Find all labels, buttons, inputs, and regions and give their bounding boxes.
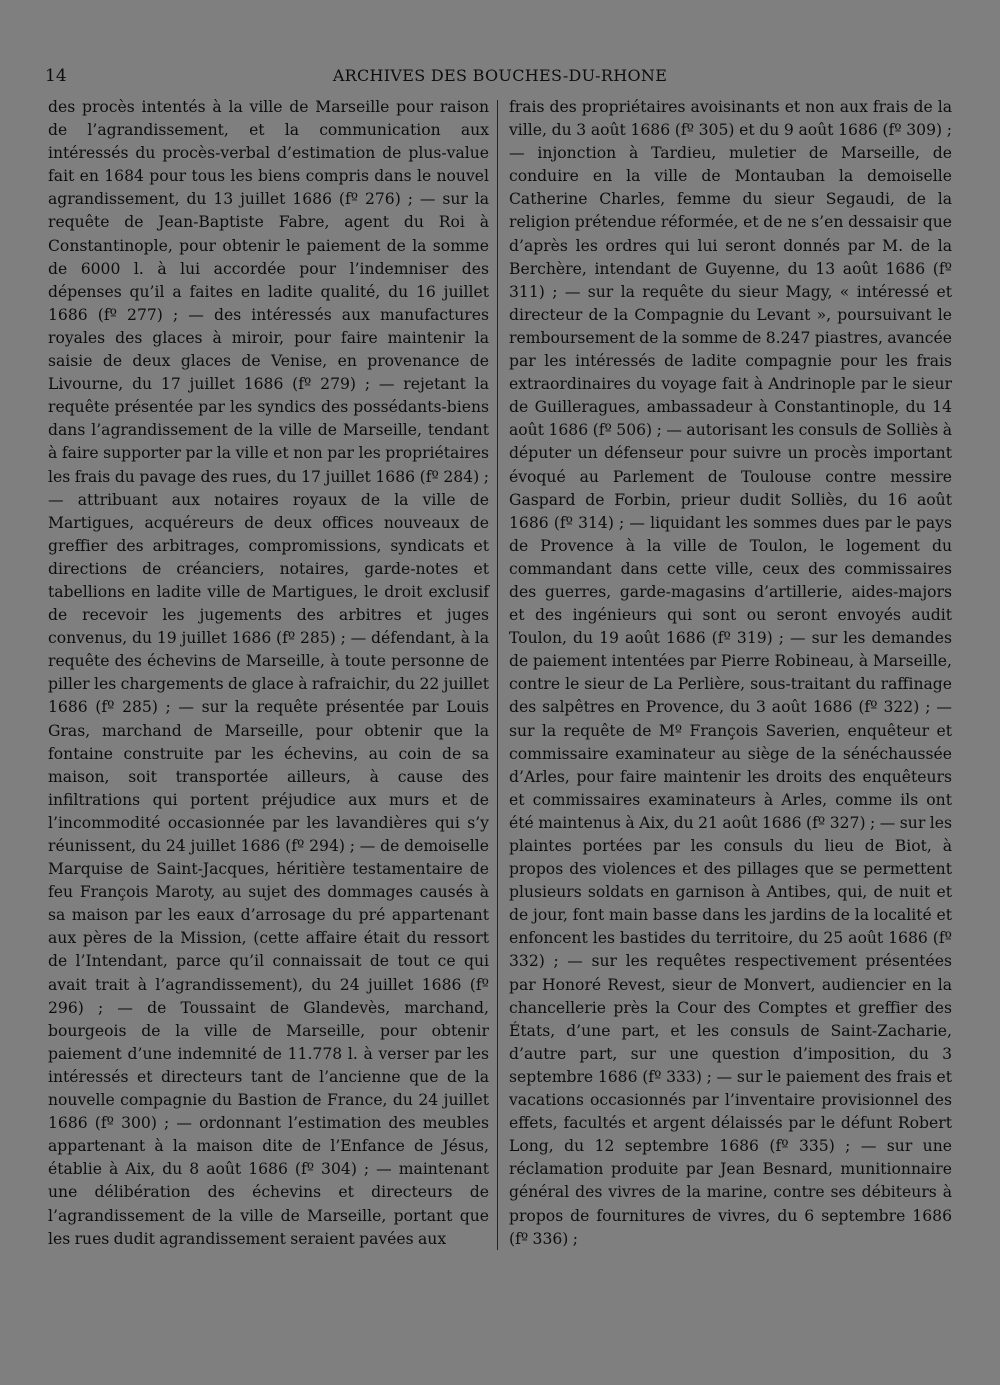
running-head: ARCHIVES DES BOUCHES-DU-RHONE	[332, 66, 668, 85]
column-divider	[497, 100, 498, 1250]
right-column-text: frais des propriétaires avoisinants et non aux frais de la ville, du 3 août 1686 (fº 305) et du 9 août 1686 (fº 309) ; — injonction à Tardieu, muletier de Marseille, de conduire en la ville de Montauban la demoiselle Catherine Charles, femme du sieur Segaudi, de la religion prétendue réformée, et de ne s’en dessaisir que d’après les ordres qui lui seront donnés par M. de la Berchère, intendant de Guyenne, du 13 août 1686 (fº 311) ; — sur la requête du sieur Magy, « intéressé et directeur de la Compagnie du Levant », poursuivant le remboursement de la somme de 8.247 piastres, avancée par les intéressés de ladite compagnie pour les frais extraordinaires du voyage fait à Andrinople par le sieur de Guilleragues, ambassadeur à Constantinople, du 14 août 1686 (fº 506) ; — autorisant les consuls de Solliès à députer un défenseur pour suivre un procès important évoqué au Parlement de Toulouse contre messire Gaspard de Forbin, prieur dudit Solliès, du 16 août 1686 (fº 314) ; — liquidant les sommes dues par le pays de Provence à la ville de Toulon, le logement du commandant dans cette ville, ceux des commissaires des guerres, garde-magasins d’artillerie, aides-majors et des ingénieurs qui sont ou seront envoyés audit Toulon, du 19 août 1686 (fº 319) ; — sur les demandes de paiement intentées par Pierre Robineau, à Marseille, contre le sieur de La Perlière, sous-traitant du raffinage des salpêtres en Provence, du 3 août 1686 (fº 322) ; — sur la requête de Mº François Saverien, enquêteur et commissaire examinateur au siège de la sénéchaussée d’Arles, pour faire maintenir les droits des enquêteurs et commissaires examinateurs à Arles, comme ils ont été maintenus à Aix, du 21 août 1686 (fº 327) ; — sur les plaintes portées par les consuls du lieu de Biot, à propos des violences et des pillages que se permettent plusieurs soldats en garnison à Antibes, qui, de nuit et de jour, font main basse dans les jardins de la localité et enfoncent les bastides du territoire, du 25 août 1686 (fº 332) ; — sur les requêtes respectivement présentées par Honoré Revest, sieur de Monvert, audiencier en la chancellerie près la Cour des Comptes et greffier des États, d’une part, et les consuls de Saint-Zacharie, d’autre part, sur une question d’imposition, du 3 septembre 1686 (fº 333) ; — sur le paiement des frais et vacations occasionnés par l’inventaire provisionnel des effets, facultés et argent délaissés par le défunt Robert Long, du 12 septembre 1686 (fº 335) ; — sur une réclamation produite par Jean Besnard, munitionnaire général des vivres de la marine, contre ses débiteurs à propos de fournitures de vivres, du 6 septembre 1686 (fº 336) ;	[509, 98, 952, 1248]
page-number: 14	[45, 66, 67, 86]
left-column	[48, 96, 489, 1251]
left-column-text: des procès intentés à la ville de Marseille pour raison de l’agrandissement, et la communication aux intéressés du procès-verbal d’estimation de plus-value fait en 1684 pour tous les biens compris dans le nouvel agrandissement, du 13 juillet 1686 (fº 276) ; — sur la requête de Jean-Baptiste Fabre, agent du Roi à Constantinople, pour obtenir le paiement de la somme de 6000 l. à lui accordée pour l’indemniser des dépenses qu’il a faites en ladite qualité, du 16 juillet 1686 (fº 277) ; — des intéressés aux manufactures royales des glaces à miroir, pour faire maintenir la saisie de deux glaces de Venise, en provenance de Livourne, du 17 juillet 1686 (fº 279) ; — rejetant la requête présentée par les syndics des possédants-biens dans l’agrandissement de la ville de Marseille, tendant à faire supporter par la ville et non par les propriétaires les frais du pavage des rues, du 17 juillet 1686 (fº 284) ; — attribuant aux notaires royaux de la ville de Martigues, acquéreurs de deux offices nouveaux de greffier des arbitrages, compromissions, syndicats et directions de créanciers, notaires, garde-notes et tabellions en ladite ville de Martigues, le droit exclusif de recevoir les jugements des arbitres et juges convenus, du 19 juillet 1686 (fº 285) ; — défendant, à la requête des échevins de Marseille, à toute personne de piller les chargements de glace à rafraichir, du 22 juillet 1686 (fº 285) ; — sur la requête présentée par Louis Gras, marchand de Marseille, pour obtenir que la fontaine construite par les échevins, au coin de sa maison, soit transportée ailleurs, à cause des infiltrations qui portent préjudice aux murs et de l’incommodité occasionnée par les lavandières qui s’y réunissent, du 24 juillet 1686 (fº 294) ; — de demoiselle Marquise de Saint-Jacques, héritière testamentaire de feu François Maroty, au sujet des dommages causés à sa maison par les eaux d’arrosage du pré appartenant aux pères de la Mission, (cette affaire était du ressort de l’Intendant, parce qu’il connaissait de tout ce qui avait trait à l’agrandissement), du 24 juillet 1686 (fº 296) ; — de Toussaint de Glandevès, marchand, bourgeois de la ville de Marseille, pour obtenir paiement d’une indemnité de 11.778 l. à verser par les intéressés et directeurs tant de l’ancienne que de la nouvelle compagnie du Bastion de France, du 24 juillet 1686 (fº 300) ; — ordonnant l’estimation des meubles appartenant à la maison dite de l’Enfance de Jésus, établie à Aix, du 8 août 1686 (fº 304) ; — maintenant une délibération des échevins et directeurs de l’agrandissement de la ville de Marseille, portant que les rues dudit agrandissement seraient pavées aux	[48, 98, 489, 1248]
right-column	[509, 96, 952, 1251]
